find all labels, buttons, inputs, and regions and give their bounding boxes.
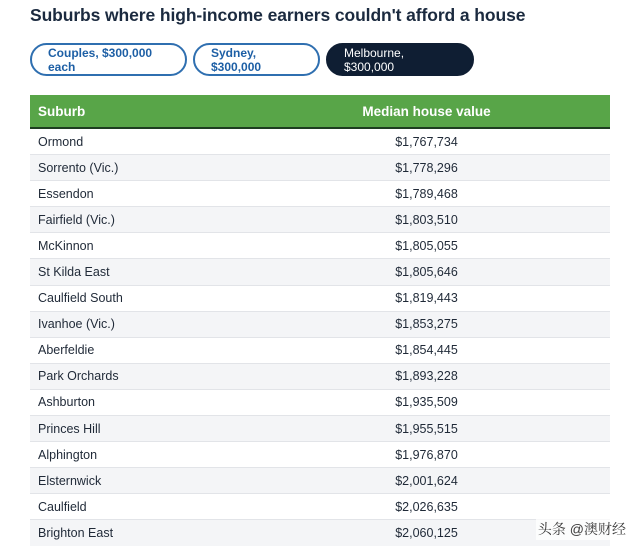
cell-median-value: $2,001,624 — [395, 473, 458, 488]
table-row — [30, 520, 610, 546]
watermark: 头条 @澳财经 — [536, 518, 628, 540]
cell-suburb: Ivanhoe (Vic.) — [38, 317, 115, 332]
cell-suburb: Essendon — [38, 186, 94, 201]
cell-median-value: $1,803,510 — [395, 212, 458, 227]
tab-couples[interactable]: Couples, $300,000 each — [30, 43, 187, 76]
table-row — [30, 286, 610, 312]
cell-median-value: $1,778,296 — [395, 160, 458, 175]
cell-suburb: Sorrento (Vic.) — [38, 160, 119, 175]
table-row — [30, 364, 610, 390]
table-row — [30, 233, 610, 259]
cell-median-value: $1,767,734 — [395, 134, 458, 149]
table-row — [30, 129, 610, 155]
cell-suburb: St Kilda East — [38, 265, 110, 280]
cell-median-value: $1,805,055 — [395, 238, 458, 253]
cell-median-value: $1,955,515 — [395, 421, 458, 436]
table-row — [30, 181, 610, 207]
table-row — [30, 494, 610, 520]
table-row — [30, 155, 610, 181]
cell-median-value: $1,854,445 — [395, 343, 458, 358]
table-row — [30, 416, 610, 442]
table-row — [30, 390, 610, 416]
cell-median-value: $1,893,228 — [395, 369, 458, 384]
cell-median-value: $1,789,468 — [395, 186, 458, 201]
cell-suburb: Caulfield — [38, 499, 87, 514]
cell-suburb: Princes Hill — [38, 421, 101, 436]
cell-suburb: Brighton East — [38, 525, 114, 540]
tab-sydney[interactable]: Sydney, $300,000 — [193, 43, 320, 76]
header-median-value[interactable]: Median house value — [362, 103, 491, 119]
cell-suburb: Ormond — [38, 134, 84, 149]
table-row — [30, 468, 610, 494]
cell-suburb: McKinnon — [38, 238, 94, 253]
cell-suburb: Park Orchards — [38, 369, 119, 384]
suburb-table — [30, 95, 610, 546]
table-row — [30, 338, 610, 364]
cell-median-value: $1,853,275 — [395, 317, 458, 332]
page-title: Suburbs where high-income earners couldn't afford a house — [30, 5, 526, 25]
tab-melbourne[interactable]: Melbourne, $300,000 — [326, 43, 474, 76]
cell-suburb: Elsternwick — [38, 473, 102, 488]
table-row — [30, 259, 610, 285]
cell-suburb: Fairfield (Vic.) — [38, 212, 115, 227]
cell-median-value: $1,976,870 — [395, 447, 458, 462]
cell-suburb: Ashburton — [38, 395, 95, 410]
cell-median-value: $1,805,646 — [395, 265, 458, 280]
table-header — [30, 95, 610, 129]
header-suburb[interactable]: Suburb — [38, 103, 86, 119]
table-row — [30, 442, 610, 468]
cell-suburb: Caulfield South — [38, 291, 123, 306]
table-row — [30, 207, 610, 233]
table-body — [30, 129, 610, 546]
table-row — [30, 312, 610, 338]
cell-median-value: $2,060,125 — [395, 525, 458, 540]
cell-suburb: Alphington — [38, 447, 98, 462]
cell-median-value: $1,935,509 — [395, 395, 458, 410]
cell-median-value: $2,026,635 — [395, 499, 458, 514]
tab-bar — [30, 43, 474, 76]
cell-suburb: Aberfeldie — [38, 343, 95, 358]
cell-median-value: $1,819,443 — [395, 291, 458, 306]
